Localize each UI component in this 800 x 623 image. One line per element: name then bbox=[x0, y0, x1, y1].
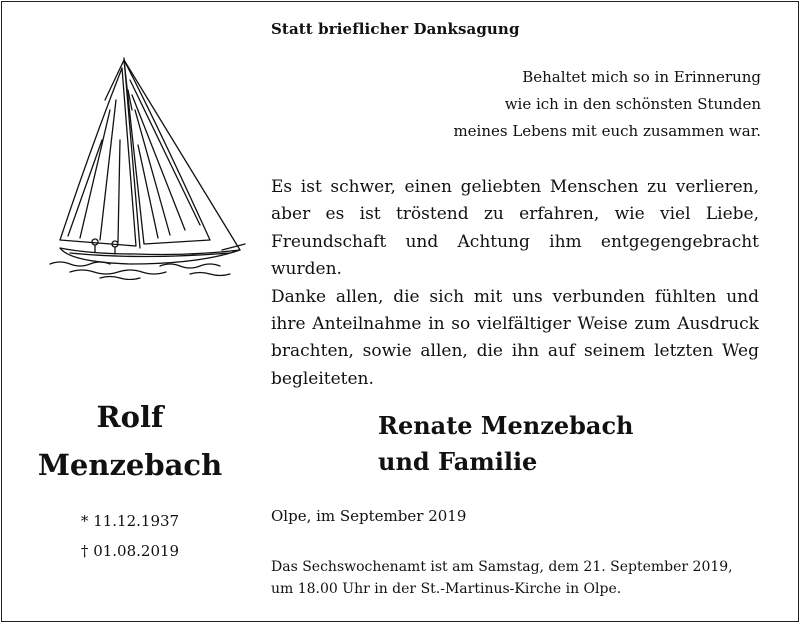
service-notice bbox=[271, 556, 771, 600]
signer-block bbox=[378, 408, 634, 480]
thanks-paragraph: Es ist schwer, einen geliebten Menschen zu verlieren, aber es ist tröstend zu erfahren, wie viel Liebe, Freundschaft und Achtung ihm entgegengebracht wurden. bbox=[271, 177, 759, 280]
thanks-text bbox=[271, 174, 759, 393]
quote-line: Behaltet mich so in Erinnerung bbox=[522, 68, 761, 86]
signer-family: und Familie bbox=[378, 447, 538, 476]
place-date: Olpe, im September 2019 bbox=[271, 507, 467, 525]
service-line: Das Sechswochenamt ist am Samstag, dem 21. September 2019, bbox=[271, 559, 733, 575]
deceased-last-name: Menzebach bbox=[37, 448, 223, 482]
memorial-quote bbox=[341, 64, 761, 145]
thanks-paragraph: Danke allen, die sich mit uns verbunden fühlten und ihre Anteilnahme in so vielfältiger Weise zum Ausdruck brachten, sowie allen, die ihn auf seinem letzten Weg begleiteten. bbox=[271, 286, 759, 389]
birth-date: * 11.12.1937 bbox=[80, 512, 180, 530]
life-dates bbox=[20, 506, 240, 566]
sailboat-icon bbox=[40, 50, 250, 280]
service-line: um 18.00 Uhr in der St.-Martinus-Kirche in Olpe. bbox=[271, 581, 622, 597]
signer-name: Renate Menzebach bbox=[378, 411, 634, 440]
quote-line: wie ich in den schönsten Stunden bbox=[504, 95, 761, 113]
deceased-name bbox=[20, 393, 240, 489]
deceased-first-name: Rolf bbox=[96, 400, 164, 434]
quote-line: meines Lebens mit euch zusammen war. bbox=[453, 122, 761, 140]
death-date: † 01.08.2019 bbox=[80, 542, 180, 560]
notice-heading: Statt brieflicher Danksagung bbox=[271, 20, 520, 38]
